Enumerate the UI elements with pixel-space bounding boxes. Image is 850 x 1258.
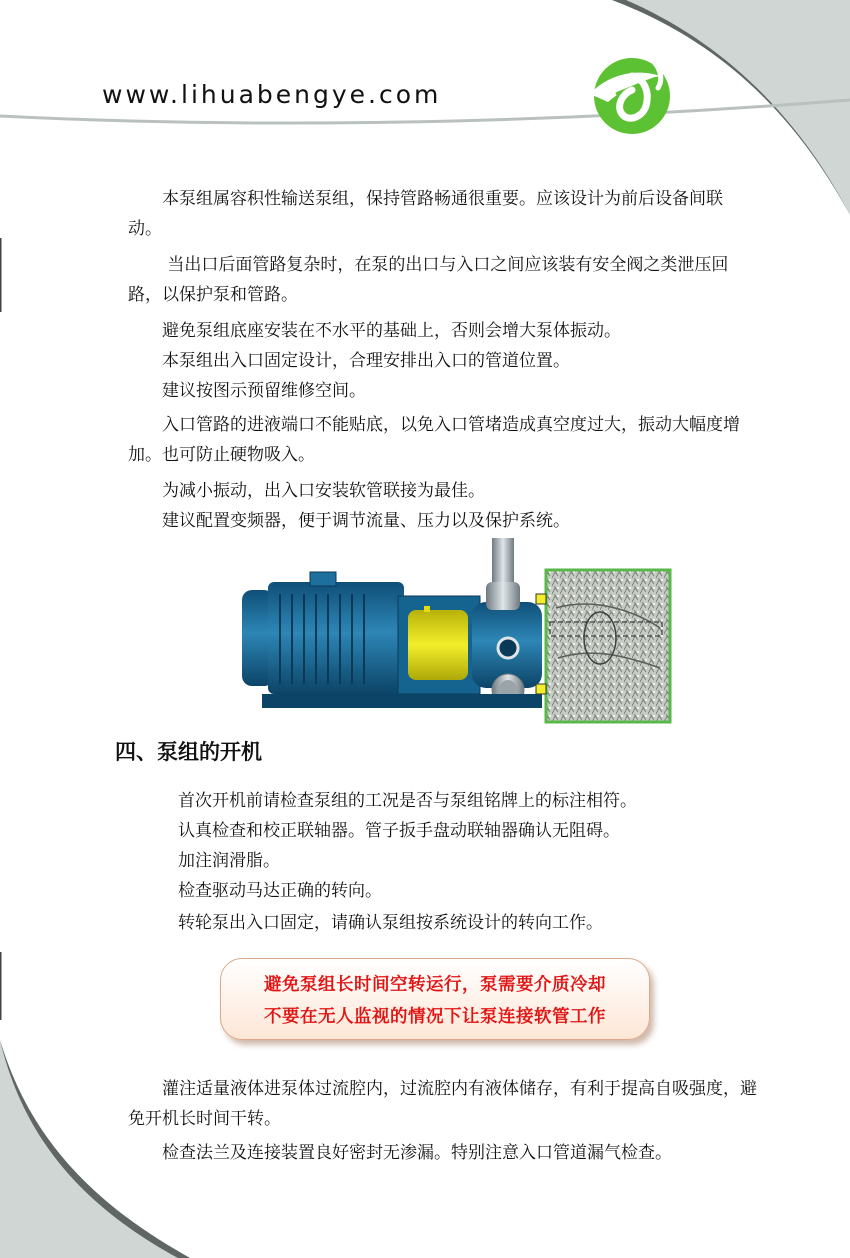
paragraph-inverter: 建议配置变频器，便于调节流量、压力以及保护系统。 [128,511,570,531]
pump-unit-illustration [240,538,675,728]
section-heading-startup: 四、泵组的开机 [115,740,262,764]
startup-item-grease: 加注润滑脂。 [178,851,280,871]
paragraph-safety-valve: 当出口后面管路复杂时，在泵的出口与入口之间应该装有安全阀之类泄压回路，以保护泵和管路。 [128,255,729,305]
paragraph-flange-seal: 检查法兰及连接装置良好密封无渗漏。特别注意入口管道漏气检查。 [128,1143,672,1163]
warning-line-unattended: 不要在无人监视的情况下让泵连接软管工作 [264,1007,606,1027]
coupling [408,610,468,680]
lihua-leaf-logo-icon [586,48,674,136]
startup-item-coupling: 认真检查和校正联轴器。管子扳手盘动联轴器确认无阻碍。 [178,821,620,841]
wall-block [546,570,670,722]
paragraph-priming: 灌注适量液体进泵体过流腔内，过流腔内有液体储存，有利于提高自吸强度，避免开机长时间干转。 [128,1079,757,1129]
paragraph-port-layout: 本泵组出入口固定设计，合理安排出入口的管道位置。 [128,351,570,371]
paragraph-inlet-pipe: 入口管路的进液端口不能贴底，以免入口管堵造成真空度过大，振动大幅度增加。也可防止硬物吸入。 [128,415,740,465]
base-frame [262,694,542,708]
paragraph-soft-hose: 为减小振动，出入口安装软管联接为最佳。 [128,481,485,501]
website-url: www.lihuabengye.com [102,80,442,109]
warning-line-dry-run: 避免泵组长时间空转运行，泵需要介质冷却 [264,975,606,995]
terminal-box [310,572,336,586]
paragraph-maintenance-space: 建议按图示预留维修空间。 [128,381,366,401]
startup-item-check-nameplate: 首次开机前请检查泵组的工况是否与泵组铭牌上的标注相符。 [178,791,637,811]
motor-body [268,582,404,694]
startup-item-rotation: 转轮泵出入口固定，请确认泵组按系统设计的转向工作。 [178,913,603,933]
startup-item-motor-direction: 检查驱动马达正确的转向。 [178,881,382,901]
paragraph-pump-connection: 本泵组属容积性输送泵组，保持管路畅通很重要。应该设计为前后设备间联动。 [128,189,723,239]
warning-callout [220,958,650,1040]
paragraph-base-level: 避免泵组底座安装在不水平的基础上，否则会增大泵体振动。 [128,321,621,341]
